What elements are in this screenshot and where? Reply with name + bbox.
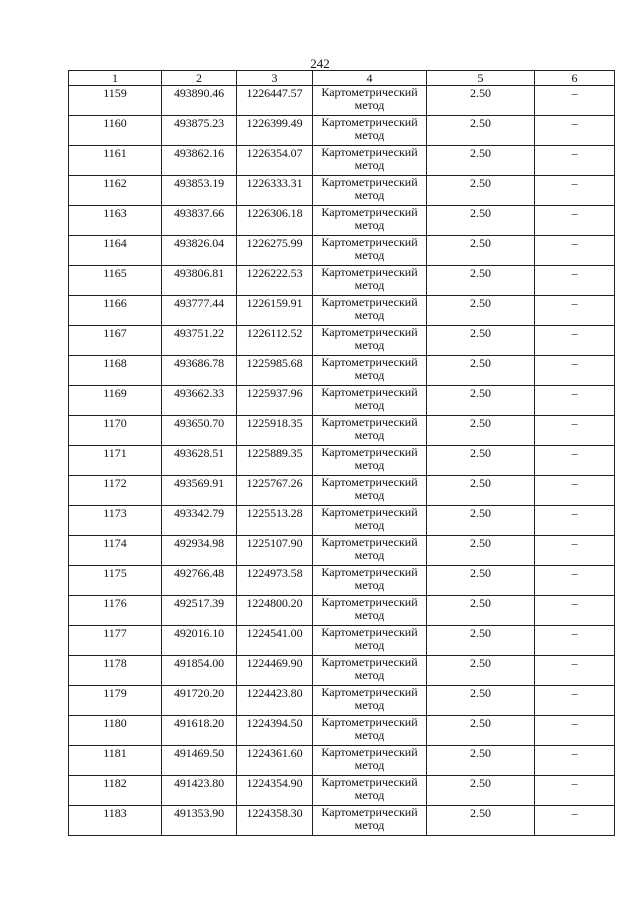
table-row: [69, 566, 615, 596]
error-cell: 2.50: [427, 326, 535, 356]
method-cell: Картометрический метод: [313, 476, 427, 506]
table-row: [69, 656, 615, 686]
table-row: [69, 596, 615, 626]
note-cell: –: [535, 356, 615, 386]
point-number-cell: 1172: [69, 476, 162, 506]
y-coordinate-cell: 1226447.57: [237, 86, 313, 116]
y-coordinate-cell: 1225937.96: [237, 386, 313, 416]
method-cell: Картометрический метод: [313, 446, 427, 476]
method-cell: Картометрический метод: [313, 326, 427, 356]
error-cell: 2.50: [427, 626, 535, 656]
note-cell: –: [535, 596, 615, 626]
note-cell: –: [535, 86, 615, 116]
note-cell: –: [535, 656, 615, 686]
y-coordinate-cell: 1224358.30: [237, 806, 313, 836]
error-cell: 2.50: [427, 656, 535, 686]
point-number-cell: 1183: [69, 806, 162, 836]
error-cell: 2.50: [427, 146, 535, 176]
note-cell: –: [535, 176, 615, 206]
method-cell: Картометрический метод: [313, 566, 427, 596]
note-cell: –: [535, 146, 615, 176]
x-coordinate-cell: 491854.00: [162, 656, 237, 686]
x-coordinate-cell: 492016.10: [162, 626, 237, 656]
method-cell: Картометрический метод: [313, 296, 427, 326]
point-number-cell: 1166: [69, 296, 162, 326]
table-row: [69, 266, 615, 296]
error-cell: 2.50: [427, 266, 535, 296]
y-coordinate-cell: 1225107.90: [237, 536, 313, 566]
y-coordinate-cell: 1224541.00: [237, 626, 313, 656]
note-cell: –: [535, 686, 615, 716]
point-number-cell: 1182: [69, 776, 162, 806]
error-cell: 2.50: [427, 116, 535, 146]
x-coordinate-cell: 493890.46: [162, 86, 237, 116]
y-coordinate-cell: 1225767.26: [237, 476, 313, 506]
method-cell: Картометрический метод: [313, 776, 427, 806]
y-coordinate-cell: 1224800.20: [237, 596, 313, 626]
error-cell: 2.50: [427, 296, 535, 326]
point-number-cell: 1178: [69, 656, 162, 686]
column-header: 1: [69, 71, 162, 86]
x-coordinate-cell: 493662.33: [162, 386, 237, 416]
y-coordinate-cell: 1226354.07: [237, 146, 313, 176]
table-row: [69, 146, 615, 176]
method-cell: Картометрический метод: [313, 266, 427, 296]
point-number-cell: 1181: [69, 746, 162, 776]
point-number-cell: 1161: [69, 146, 162, 176]
error-cell: 2.50: [427, 356, 535, 386]
method-cell: Картометрический метод: [313, 746, 427, 776]
y-coordinate-cell: 1225985.68: [237, 356, 313, 386]
note-cell: –: [535, 446, 615, 476]
table-row: [69, 476, 615, 506]
x-coordinate-cell: 491618.20: [162, 716, 237, 746]
error-cell: 2.50: [427, 746, 535, 776]
point-number-cell: 1170: [69, 416, 162, 446]
error-cell: 2.50: [427, 776, 535, 806]
table-row: [69, 176, 615, 206]
method-cell: Картометрический метод: [313, 356, 427, 386]
table-row: [69, 326, 615, 356]
note-cell: –: [535, 566, 615, 596]
x-coordinate-cell: 492934.98: [162, 536, 237, 566]
method-cell: Картометрический метод: [313, 416, 427, 446]
point-number-cell: 1177: [69, 626, 162, 656]
x-coordinate-cell: 493686.78: [162, 356, 237, 386]
table-row: [69, 356, 615, 386]
table-row: [69, 86, 615, 116]
note-cell: –: [535, 206, 615, 236]
x-coordinate-cell: 493650.70: [162, 416, 237, 446]
point-number-cell: 1169: [69, 386, 162, 416]
table-row: [69, 746, 615, 776]
table-row: [69, 236, 615, 266]
coordinates-table: [68, 70, 615, 836]
method-cell: Картометрический метод: [313, 626, 427, 656]
method-cell: Картометрический метод: [313, 206, 427, 236]
error-cell: 2.50: [427, 596, 535, 626]
note-cell: –: [535, 416, 615, 446]
table-row: [69, 686, 615, 716]
point-number-cell: 1159: [69, 86, 162, 116]
note-cell: –: [535, 326, 615, 356]
error-cell: 2.50: [427, 536, 535, 566]
note-cell: –: [535, 536, 615, 566]
x-coordinate-cell: 493853.19: [162, 176, 237, 206]
point-number-cell: 1165: [69, 266, 162, 296]
method-cell: Картометрический метод: [313, 716, 427, 746]
x-coordinate-cell: 493837.66: [162, 206, 237, 236]
error-cell: 2.50: [427, 476, 535, 506]
column-header: 6: [535, 71, 615, 86]
point-number-cell: 1171: [69, 446, 162, 476]
method-cell: Картометрический метод: [313, 116, 427, 146]
y-coordinate-cell: 1225513.28: [237, 506, 313, 536]
method-cell: Картометрический метод: [313, 596, 427, 626]
x-coordinate-cell: 493826.04: [162, 236, 237, 266]
table-row: [69, 776, 615, 806]
point-number-cell: 1163: [69, 206, 162, 236]
point-number-cell: 1176: [69, 596, 162, 626]
method-cell: Картометрический метод: [313, 146, 427, 176]
column-header: 4: [313, 71, 427, 86]
note-cell: –: [535, 506, 615, 536]
error-cell: 2.50: [427, 416, 535, 446]
table-row: [69, 626, 615, 656]
y-coordinate-cell: 1226333.31: [237, 176, 313, 206]
method-cell: Картометрический метод: [313, 176, 427, 206]
y-coordinate-cell: 1225889.35: [237, 446, 313, 476]
table-row: [69, 386, 615, 416]
method-cell: Картометрический метод: [313, 536, 427, 566]
error-cell: 2.50: [427, 206, 535, 236]
x-coordinate-cell: 493777.44: [162, 296, 237, 326]
y-coordinate-cell: 1226112.52: [237, 326, 313, 356]
method-cell: Картометрический метод: [313, 686, 427, 716]
error-cell: 2.50: [427, 686, 535, 716]
x-coordinate-cell: 493342.79: [162, 506, 237, 536]
table-row: [69, 446, 615, 476]
error-cell: 2.50: [427, 236, 535, 266]
note-cell: –: [535, 806, 615, 836]
column-header: 3: [237, 71, 313, 86]
error-cell: 2.50: [427, 386, 535, 416]
method-cell: Картометрический метод: [313, 86, 427, 116]
x-coordinate-cell: 493569.91: [162, 476, 237, 506]
y-coordinate-cell: 1226399.49: [237, 116, 313, 146]
note-cell: –: [535, 116, 615, 146]
point-number-cell: 1174: [69, 536, 162, 566]
table-row: [69, 116, 615, 146]
y-coordinate-cell: 1224423.80: [237, 686, 313, 716]
point-number-cell: 1168: [69, 356, 162, 386]
x-coordinate-cell: 493751.22: [162, 326, 237, 356]
x-coordinate-cell: 493862.16: [162, 146, 237, 176]
y-coordinate-cell: 1224361.60: [237, 746, 313, 776]
method-cell: Картометрический метод: [313, 506, 427, 536]
note-cell: –: [535, 716, 615, 746]
point-number-cell: 1179: [69, 686, 162, 716]
y-coordinate-cell: 1226306.18: [237, 206, 313, 236]
point-number-cell: 1164: [69, 236, 162, 266]
note-cell: –: [535, 236, 615, 266]
x-coordinate-cell: 491423.80: [162, 776, 237, 806]
y-coordinate-cell: 1224973.58: [237, 566, 313, 596]
error-cell: 2.50: [427, 506, 535, 536]
column-header: 5: [427, 71, 535, 86]
note-cell: –: [535, 776, 615, 806]
table-header-row: [69, 71, 615, 86]
note-cell: –: [535, 746, 615, 776]
y-coordinate-cell: 1226275.99: [237, 236, 313, 266]
point-number-cell: 1162: [69, 176, 162, 206]
y-coordinate-cell: 1225918.35: [237, 416, 313, 446]
point-number-cell: 1180: [69, 716, 162, 746]
x-coordinate-cell: 492766.48: [162, 566, 237, 596]
point-number-cell: 1160: [69, 116, 162, 146]
x-coordinate-cell: 491469.50: [162, 746, 237, 776]
method-cell: Картометрический метод: [313, 236, 427, 266]
table-row: [69, 296, 615, 326]
x-coordinate-cell: 491353.90: [162, 806, 237, 836]
table-row: [69, 716, 615, 746]
point-number-cell: 1175: [69, 566, 162, 596]
x-coordinate-cell: 493628.51: [162, 446, 237, 476]
point-number-cell: 1173: [69, 506, 162, 536]
y-coordinate-cell: 1224394.50: [237, 716, 313, 746]
table-row: [69, 416, 615, 446]
method-cell: Картометрический метод: [313, 386, 427, 416]
note-cell: –: [535, 386, 615, 416]
note-cell: –: [535, 476, 615, 506]
note-cell: –: [535, 296, 615, 326]
method-cell: Картометрический метод: [313, 806, 427, 836]
error-cell: 2.50: [427, 176, 535, 206]
x-coordinate-cell: 493806.81: [162, 266, 237, 296]
point-number-cell: 1167: [69, 326, 162, 356]
y-coordinate-cell: 1224469.90: [237, 656, 313, 686]
method-cell: Картометрический метод: [313, 656, 427, 686]
x-coordinate-cell: 491720.20: [162, 686, 237, 716]
table-row: [69, 206, 615, 236]
note-cell: –: [535, 266, 615, 296]
column-header: 2: [162, 71, 237, 86]
error-cell: 2.50: [427, 716, 535, 746]
x-coordinate-cell: 493875.23: [162, 116, 237, 146]
table-row: [69, 506, 615, 536]
table-row: [69, 806, 615, 836]
y-coordinate-cell: 1224354.90: [237, 776, 313, 806]
error-cell: 2.50: [427, 446, 535, 476]
error-cell: 2.50: [427, 86, 535, 116]
table-row: [69, 536, 615, 566]
error-cell: 2.50: [427, 566, 535, 596]
x-coordinate-cell: 492517.39: [162, 596, 237, 626]
error-cell: 2.50: [427, 806, 535, 836]
page-number: 242: [310, 56, 330, 71]
y-coordinate-cell: 1226159.91: [237, 296, 313, 326]
y-coordinate-cell: 1226222.53: [237, 266, 313, 296]
note-cell: –: [535, 626, 615, 656]
